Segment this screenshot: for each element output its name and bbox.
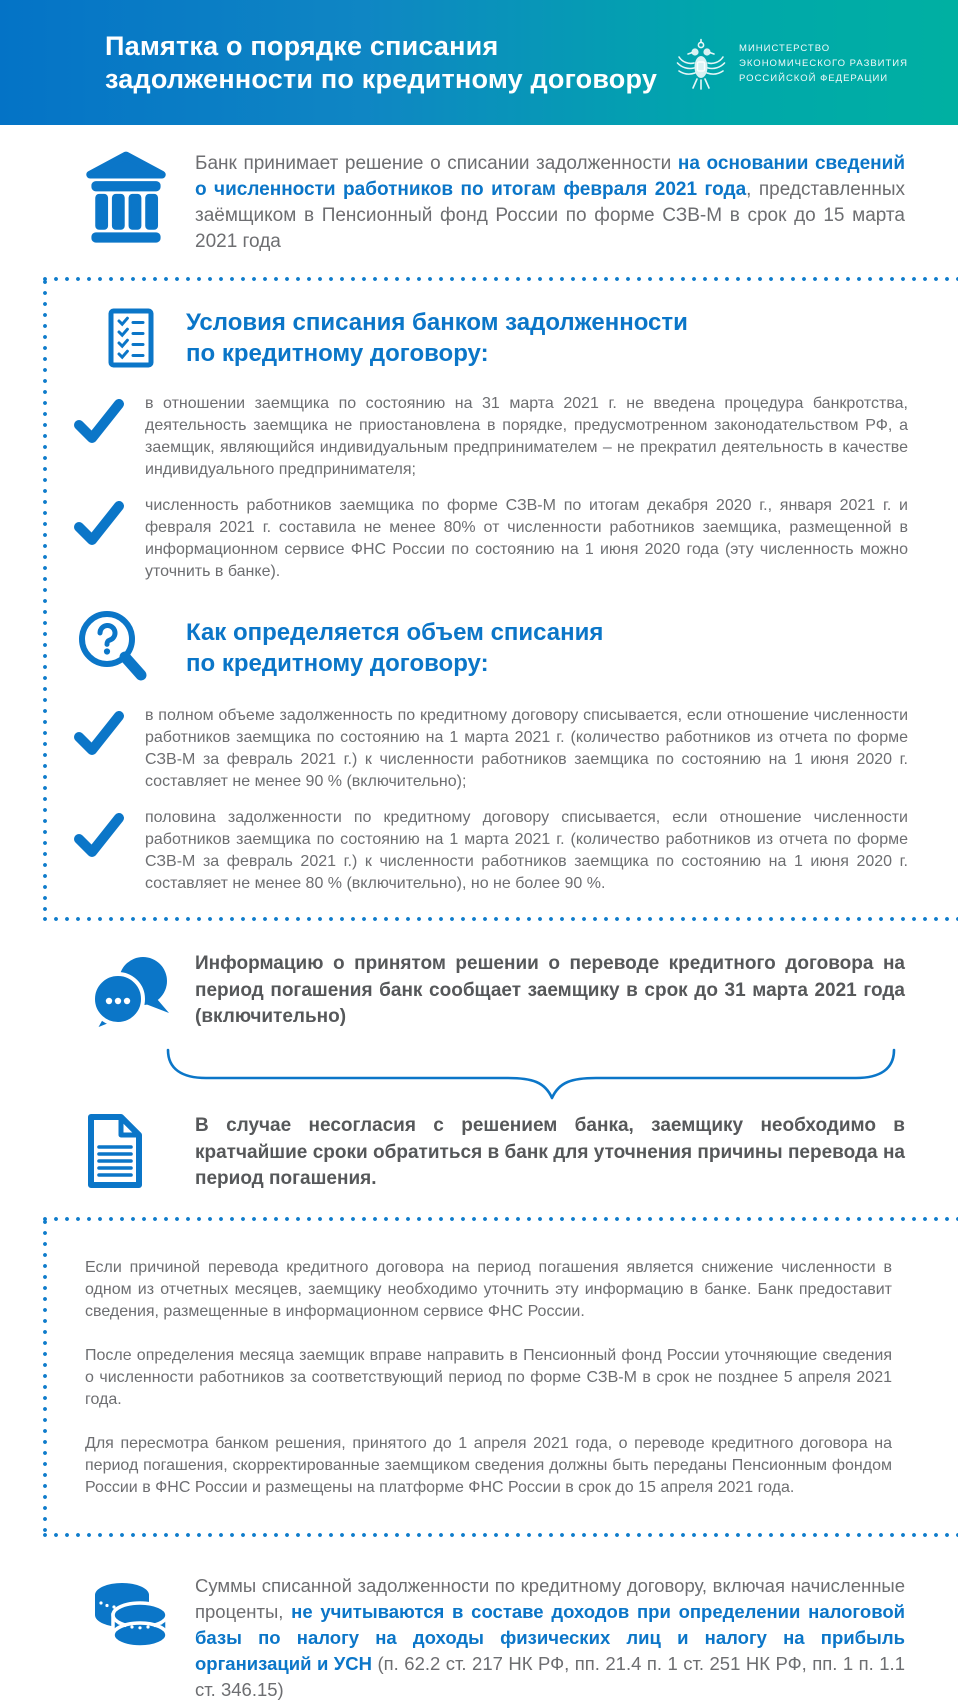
clarification-dotted-box — [43, 1217, 958, 1537]
dotted-border-left — [43, 280, 47, 918]
volume-heading-line1: Как определяется объем списания — [186, 619, 604, 646]
ministry-name — [739, 41, 908, 86]
ministry-name-line3: РОССИЙСКОЙ ФЕДЕРАЦИИ — [739, 73, 889, 84]
checkmark-icon — [73, 705, 145, 757]
tax-note-pre: Суммы списанной задолженности по кредитному договору, включая начисленные проценты, — [195, 1574, 905, 1622]
magnifier-question-icon — [75, 609, 186, 687]
chat-bubbles-icon — [85, 951, 195, 1033]
page-title-line1: Памятка о порядке списания — [105, 30, 499, 61]
intro-section — [0, 151, 958, 255]
volume-item-1 — [43, 705, 958, 793]
volume-item-2 — [43, 807, 958, 895]
tax-note-bold: не учитываются в составе доходов при определении налоговой базы по налогу на доходы физических лиц и налогу на прибыль организаций и УСН — [195, 1600, 905, 1674]
volume-item-1-text: в полном объеме задолженность по кредитному договору списывается, если отношение численности работников заемщика по состоянию на 1 марта 2021 г. (количество работников из отчета по форме СЗВ-М за февраль 2021 г.) к численности работников заемщика по состоянию на 1 июня 2020 г. составляет не менее 90 % (включительно); — [145, 707, 908, 790]
tax-note-post: (п. 62.2 ст. 217 НК РФ, пп. 21.4 п. 1 ст. 251 НК РФ, пп. 1 п. 1.1 ст. 346.15) — [195, 1652, 905, 1700]
condition-item-1 — [43, 393, 958, 481]
dotted-border-top — [43, 277, 958, 281]
checkmark-icon — [73, 495, 145, 547]
conditions-heading-line2: по кредитному договору: — [186, 340, 489, 367]
dotted-border-top — [43, 1217, 958, 1221]
condition-item-2-text: численность работников заемщика по форме СЗВ-М по итогам декабря 2020 г., января 2021 г. и февраля 2021 г. составила не менее 80% от численности работников заемщика, размещенной в информационном сервисе ФНС России по состоянию на 1 июня 2020 года (эту численность можно уточнить в банке). — [145, 497, 908, 580]
conditions-heading-row — [43, 307, 958, 369]
ministry-logo-block — [675, 37, 908, 91]
doc-notice-section — [0, 1113, 958, 1193]
intro-text-pre: Банк принимает решение о списании задолженности — [195, 153, 678, 174]
page-title-line2: задолженности по кредитному договору — [105, 63, 658, 94]
condition-item-2 — [43, 495, 958, 583]
conditions-heading-line1: Условия списания банком задолженности — [186, 309, 688, 336]
dotted-border-bottom — [43, 1533, 958, 1537]
chat-notice-text: Информацию о принятом решении о переводе кредитного договора на период погашения банк сообщает заемщику в срок до 31 марта 2021 года (включительно) — [195, 953, 905, 1027]
intro-text-bold: на основании сведений о численности работников по итогам февраля 2021 года — [195, 153, 905, 200]
ministry-name-line2: ЭКОНОМИЧЕСКОГО РАЗВИТИЯ — [739, 58, 908, 69]
dotted-border-left — [43, 1220, 47, 1534]
conditions-dotted-box — [43, 277, 958, 921]
intro-paragraph — [195, 151, 905, 255]
ministry-name-line1: МИНИСТЕРСТВО — [739, 43, 831, 54]
volume-item-2-text: половина задолженности по кредитному договору списывается, если отношение численности работников заемщика по состоянию на 1 марта 2021 г. (количество работников из отчета по форме СЗВ-М за февраль 2021 г.) к численности работников заемщика по состоянию на 1 июня 2020 г. составляет не менее 80 % (включительно), но не более 90 %. — [145, 809, 908, 892]
bank-building-icon — [85, 151, 195, 247]
checklist-icon — [108, 308, 186, 368]
intro-text-post: , представленных заёмщиком в Пенсионный фонд России по форме СЗВ-М в срок до 15 марта 2021 года — [195, 179, 905, 252]
chat-notice-section — [0, 951, 958, 1033]
condition-item-1-text: в отношении заемщика по состоянию на 31 марта 2021 г. не введена процедура банкротства, деятельность заемщика не приостановлена в порядке, предусмотренном законодательством РФ, а заемщик, являющийся индивидуальным предпринимателем – не прекратил деятельность в качестве индивидуального предпринимателя; — [145, 395, 908, 478]
conditions-heading — [186, 307, 905, 369]
checkmark-icon — [73, 393, 145, 445]
document-icon — [85, 1113, 195, 1189]
clarification-paragraph-2: После определения месяца заемщик вправе направить в Пенсионный фонд России уточняющие сведения о численности работников за соответствующий период по форме СЗВ-М в срок не позднее 5 апреля 2021 года. — [85, 1346, 892, 1408]
coins-stack-icon — [85, 1573, 195, 1657]
volume-heading — [186, 617, 905, 679]
checkmark-icon — [73, 807, 145, 859]
brace-connector — [166, 1047, 958, 1103]
doc-notice-text: В случае несогласия с решением банка, заемщику необходимо в кратчайшие сроки обратиться в банк для уточнения причины перевода на период погашения. — [195, 1115, 905, 1189]
clarification-paragraph-3: Для пересмотра банком решения, принятого до 1 апреля 2021 года, о переводе кредитного договора на период погашения, скорректированные заемщиком сведения должны быть переданы Пенсионным фондом России в ФНС России и размещены на платформе ФНС России в срок до 15 апреля 2021 года. — [85, 1434, 892, 1496]
clarification-paragraph-1: Если причиной перевода кредитного договора на период погашения является снижение численности в одном из отчетных месяцев, заемщику необходимо уточнить эту информацию в банке. Банк предоставит сведения, размещенные в информационном сервисе ФНС России. — [85, 1258, 892, 1320]
volume-heading-row — [43, 609, 958, 687]
header-banner — [0, 0, 958, 125]
russia-coat-of-arms-icon — [675, 37, 727, 91]
dotted-border-bottom — [43, 917, 958, 921]
page-title — [105, 30, 657, 96]
tax-note-paragraph — [195, 1573, 905, 1703]
volume-heading-line2: по кредитному договору: — [186, 650, 489, 677]
tax-note-section — [0, 1573, 958, 1703]
